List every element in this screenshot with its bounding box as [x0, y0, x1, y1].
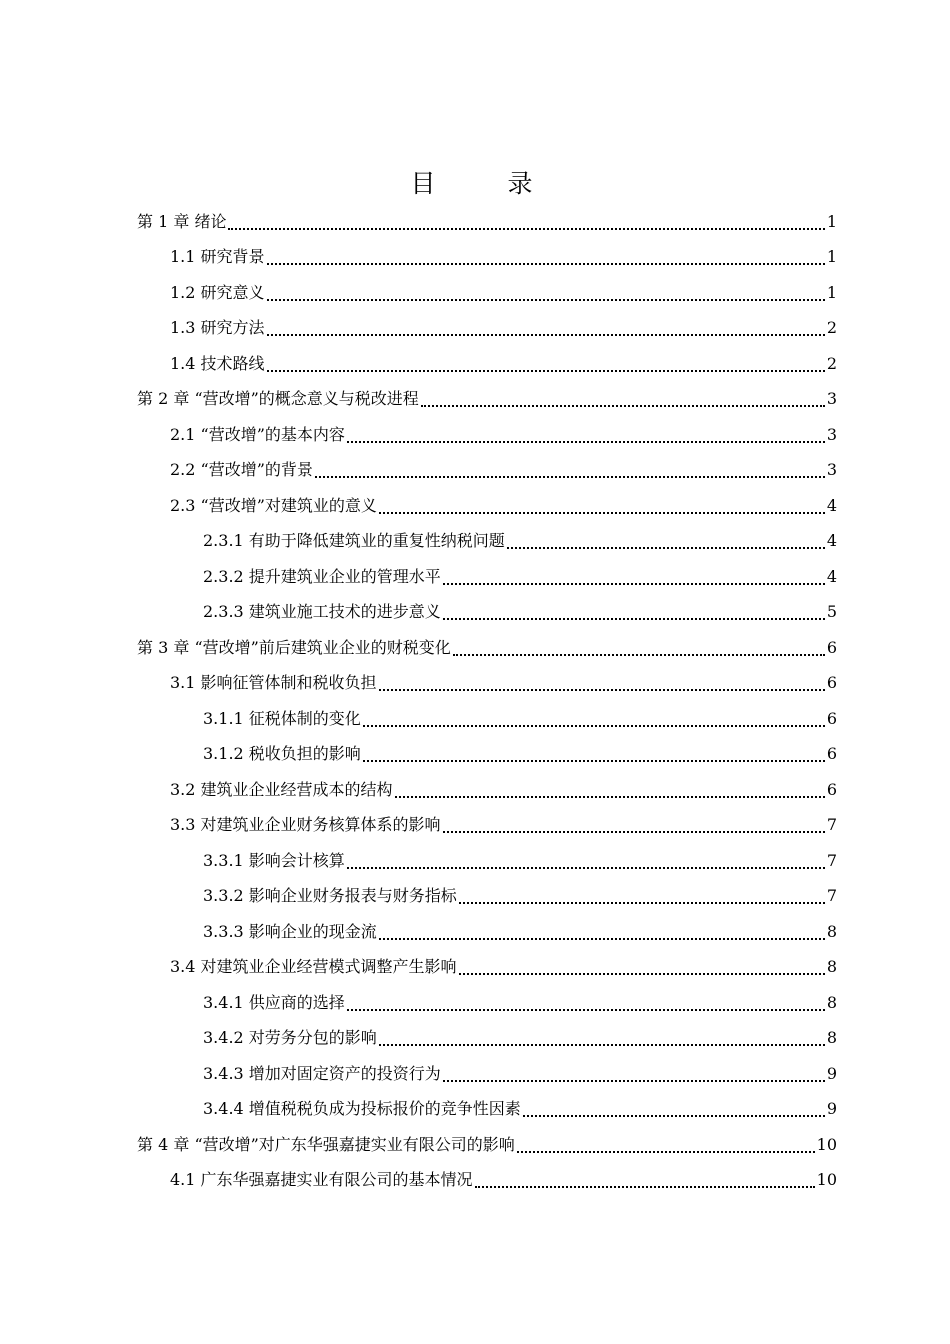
toc-entry-label: 3.4.3 增加对固定资产的投资行为	[203, 1063, 441, 1083]
toc-entry[interactable]	[137, 488, 837, 524]
toc-page-number: 4	[826, 495, 837, 515]
toc-entry[interactable]	[137, 843, 837, 879]
toc-entry-label: 3.3.1 影响会计核算	[203, 850, 345, 870]
toc-entry[interactable]	[137, 559, 837, 595]
toc-entry-label: 2.3.2 提升建筑业企业的管理水平	[203, 566, 441, 586]
dot-leader	[379, 1043, 825, 1046]
toc-entry[interactable]	[137, 1056, 837, 1092]
toc-entry-label: 1.2 研究意义	[170, 282, 265, 302]
toc-entry-label: 1.4 技术路线	[170, 353, 265, 373]
toc-entry-label: 3.3.2 影响企业财务报表与财务指标	[203, 886, 457, 906]
toc-entry[interactable]	[137, 879, 837, 915]
toc-page-number: 4	[826, 531, 837, 551]
toc-entry[interactable]	[137, 1127, 837, 1163]
toc-page-number: 1	[826, 211, 837, 231]
toc-title: 目 录	[410, 169, 565, 198]
toc-page-number: 3	[826, 460, 837, 480]
toc-entry-label: 3.4.2 对劳务分包的影响	[203, 1028, 377, 1048]
dot-leader	[453, 653, 825, 656]
dot-leader	[347, 1008, 825, 1011]
toc-entry[interactable]	[137, 772, 837, 808]
dot-leader	[443, 617, 825, 620]
dot-leader	[379, 937, 825, 940]
toc-page-number: 7	[826, 815, 837, 835]
dot-leader	[475, 1185, 815, 1188]
toc-page-number: 6	[826, 744, 837, 764]
dot-leader	[363, 759, 825, 762]
toc-entry-label: 第 2 章 “营改增”的概念意义与税改进程	[137, 389, 419, 409]
dot-leader	[459, 972, 825, 975]
dot-leader	[379, 688, 825, 691]
toc-entry-label: 4.1 广东华强嘉捷实业有限公司的基本情况	[170, 1170, 473, 1190]
toc-entry-label: 3.3 对建筑业企业财务核算体系的影响	[170, 815, 441, 835]
toc-page-number: 9	[826, 1099, 837, 1119]
toc-page-number: 1	[826, 282, 837, 302]
dot-leader	[517, 1150, 815, 1153]
toc-page-number: 8	[826, 921, 837, 941]
toc-entry-label: 1.3 研究方法	[170, 318, 265, 338]
dot-leader	[347, 440, 825, 443]
toc-entry-label: 3.4.1 供应商的选择	[203, 992, 345, 1012]
dot-leader	[228, 227, 824, 230]
toc-page-number: 10	[816, 1170, 837, 1190]
toc-page-number: 8	[826, 957, 837, 977]
toc-page-number: 2	[826, 318, 837, 338]
dot-leader	[459, 901, 825, 904]
toc-page-number: 8	[826, 992, 837, 1012]
dot-leader	[347, 866, 825, 869]
toc-entry[interactable]	[137, 737, 837, 773]
toc-entry[interactable]	[137, 382, 837, 418]
toc-entry-label: 2.3.3 建筑业施工技术的进步意义	[203, 602, 441, 622]
toc-entry-label: 1.1 研究背景	[170, 247, 265, 267]
toc-page-number: 4	[826, 566, 837, 586]
toc-entry[interactable]	[137, 1163, 837, 1199]
toc-page-number: 8	[826, 1028, 837, 1048]
toc-page-number: 2	[826, 353, 837, 373]
toc-page-number: 10	[816, 1134, 837, 1154]
toc-entry-label: 3.1.2 税收负担的影响	[203, 744, 361, 764]
toc-entry[interactable]	[137, 204, 837, 240]
toc-entry-label: 2.1 “营改增”的基本内容	[170, 424, 345, 444]
toc-page-number: 3	[826, 389, 837, 409]
toc-page-number: 3	[826, 424, 837, 444]
toc-page-number: 6	[826, 708, 837, 728]
dot-leader	[267, 298, 825, 301]
toc-entry-label: 3.1 影响征管体制和税收负担	[170, 673, 377, 693]
dot-leader	[379, 511, 825, 514]
dot-leader	[395, 795, 825, 798]
toc-entry-label: 3.4 对建筑业企业经营模式调整产生影响	[170, 957, 457, 977]
dot-leader	[421, 404, 825, 407]
toc-entry[interactable]	[137, 311, 837, 347]
toc-entry-label: 第 1 章 绪论	[137, 211, 227, 231]
toc-entry[interactable]	[137, 1092, 837, 1128]
toc-page-number: 5	[826, 602, 837, 622]
toc-entry[interactable]	[137, 240, 837, 276]
toc-entry[interactable]	[137, 914, 837, 950]
dot-leader	[507, 546, 825, 549]
toc-entry[interactable]	[137, 630, 837, 666]
toc-entry-label: 3.4.4 增值税税负成为投标报价的竞争性因素	[203, 1099, 521, 1119]
toc-entry[interactable]	[137, 1021, 837, 1057]
toc-entry[interactable]	[137, 701, 837, 737]
toc-entry[interactable]	[137, 666, 837, 702]
toc-entry[interactable]	[137, 808, 837, 844]
toc-entry-label: 2.3.1 有助于降低建筑业的重复性纳税问题	[203, 531, 505, 551]
toc-entry[interactable]	[137, 346, 837, 382]
toc-page-number: 6	[826, 637, 837, 657]
dot-leader	[315, 475, 825, 478]
dot-leader	[267, 333, 825, 336]
toc-page-number: 7	[826, 850, 837, 870]
toc-entry-label: 第 3 章 “营改增”前后建筑业企业的财税变化	[137, 637, 451, 657]
dot-leader	[443, 1079, 825, 1082]
dot-leader	[267, 369, 825, 372]
dot-leader	[443, 582, 825, 585]
dot-leader	[443, 830, 825, 833]
toc-entry-label: 3.2 建筑业企业经营成本的结构	[170, 779, 393, 799]
dot-leader	[523, 1114, 825, 1117]
toc-page-number: 9	[826, 1063, 837, 1083]
toc-entry[interactable]	[137, 453, 837, 489]
dot-leader	[267, 262, 825, 265]
toc-entry-label: 3.3.3 影响企业的现金流	[203, 921, 377, 941]
toc-entry[interactable]	[137, 595, 837, 631]
toc-entry-label: 2.3 “营改增”对建筑业的意义	[170, 495, 377, 515]
toc-page-number: 6	[826, 673, 837, 693]
toc-entry[interactable]	[137, 275, 837, 311]
toc-entry[interactable]	[137, 417, 837, 453]
toc-page-number: 7	[826, 886, 837, 906]
toc-entry[interactable]	[137, 950, 837, 986]
toc-page-number: 1	[826, 247, 837, 267]
toc-entry[interactable]	[137, 524, 837, 560]
toc-entry-label: 第 4 章 “营改增”对广东华强嘉捷实业有限公司的影响	[137, 1134, 515, 1154]
toc-page-number: 6	[826, 779, 837, 799]
toc-entry-label: 2.2 “营改增”的背景	[170, 460, 313, 480]
toc-entry[interactable]	[137, 985, 837, 1021]
toc-entry-label: 3.1.1 征税体制的变化	[203, 708, 361, 728]
dot-leader	[363, 724, 825, 727]
table-of-contents	[137, 204, 837, 1198]
